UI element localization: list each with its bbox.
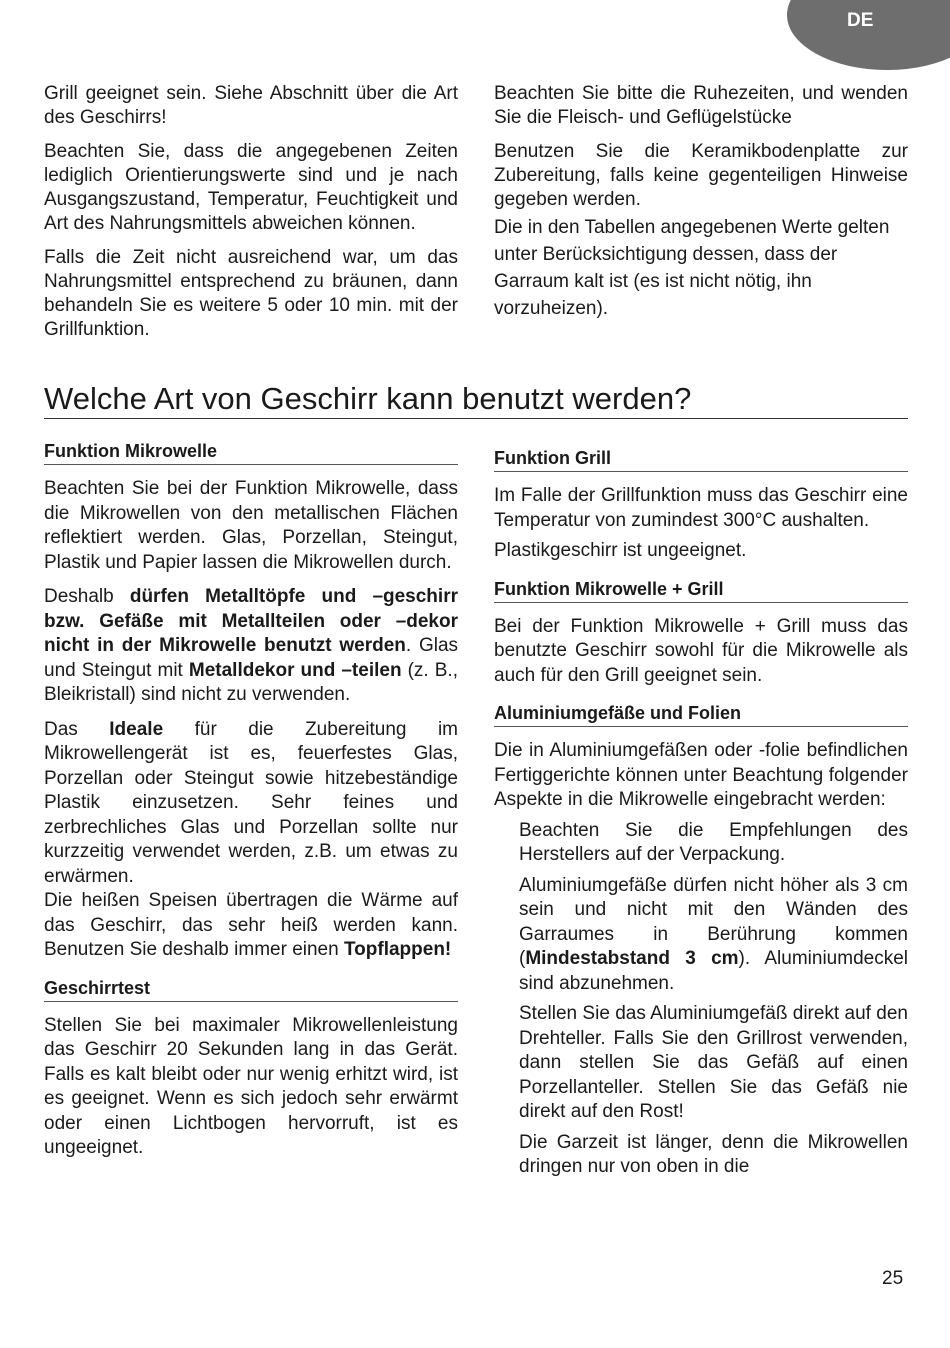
aluminium-list: [494, 819, 908, 1180]
paragraph: Plastikgeschirr ist ungeeignet.: [494, 540, 747, 561]
paragraph: Im Falle der Grillfunktion muss das Geschirr eine Temperatur von zumindest 300°C aushalten.: [494, 485, 908, 531]
heading-aluminium: Aluminiumgefäße und Folien: [494, 702, 908, 727]
language-label: DE: [847, 10, 874, 31]
paragraph: Bei der Funktion Mikrowelle + Grill muss das benutzte Geschirr sowohl für die Mikrowelle als auch für den Grill geeignet sein.: [494, 615, 908, 686]
list-item: Aluminiumgefäße dürfen nicht höher als 3 cm sein und nicht mit den Wänden des Garraumes in Berührung kommen (Mindestabstand 3 cm). Aluminiumdeckel sind abzunehmen.: [519, 874, 908, 994]
paragraph: Beachten Sie bei der Funktion Mikrowelle, dass die Mikrowellen von den metallischen Flächen reflektiert werden. Glas, Porzellan, Steingut, Plastik und Papier lassen die Mikrowellen durch.: [44, 478, 458, 573]
paragraph: Deshalb dürfen Metalltöpfe und –geschirr bzw. Gefäße mit Metallteilen oder –dekor nicht in der Mikrowelle benutzt werden. Glas und Steingut mit Metalldekor und –teilen (z. B., Bleikristall) sind nicht zu verwenden.: [44, 586, 459, 705]
paragraph: Die heißen Speisen übertragen die Wärme auf das Geschirr, das sehr heiß werden kann. Benutzen Sie deshalb immer einen Topflappen!: [44, 890, 458, 960]
heading-microwave-grill: Funktion Mikrowelle + Grill: [494, 578, 908, 603]
heading-microwave: Funktion Mikrowelle: [44, 440, 458, 465]
paragraph: Grill geeignet sein. Siehe Abschnitt über die Art des Geschirrs!: [44, 83, 458, 128]
language-tab: [787, 0, 950, 70]
section-title: Welche Art von Geschirr kann benutzt werden?: [44, 380, 908, 419]
heading-dish-test: Geschirrtest: [44, 977, 458, 1002]
paragraph: Beachten Sie, dass die angegebenen Zeiten lediglich Orientierungswerte sind und je nach Ausgangszustand, Temperatur, Feuchtigkeit und Art des Nahrungsmittels abweichen können.: [44, 141, 458, 234]
heading-grill: Funktion Grill: [494, 447, 908, 472]
paragraph: Beachten Sie bitte die Ruhezeiten, und wenden Sie die Fleisch- und Geflügelstücke: [494, 83, 908, 128]
top-right-column: [494, 82, 908, 332]
list-item: Die Garzeit ist länger, denn die Mikrowellen dringen nur von oben in die: [519, 1131, 908, 1177]
paragraph: Stellen Sie bei maximaler Mikrowellenleistung das Geschirr 20 Sekunden lang in das Gerät. Falls es kalt bleibt oder nur wenig erhitzt wird, ist es geeignet. Wenn es sich jedoch sehr erwärmt oder einen Lichtbogen hervorruft, ist es ungeeignet.: [44, 1014, 458, 1158]
paragraph: Die in Aluminiumgefäßen oder -folie befindlichen Fertiggerichte können unter Beachtung folgender Aspekte in die Mikrowelle eingebracht werden:: [494, 740, 908, 810]
paragraph: Benutzen Sie die Keramikbodenplatte zur Zubereitung, falls keine gegenteiligen Hinweise gegeben werden.: [494, 141, 908, 210]
left-bottom-column: [44, 440, 458, 1171]
list-item: Beachten Sie die Empfehlungen des Herstellers auf der Verpackung.: [519, 819, 908, 865]
paragraph: Das Ideale für die Zubereitung im Mikrowellengerät ist es, feuerfestes Glas, Porzellan oder Steingut sowie hitzebeständige Plastik einzusetzen. Sehr feines und zerbrechliches Glas und Porzellan sollte nur kurzzeitig verwendet werden, z.B. um etwas zu erwärmen.: [44, 718, 458, 887]
right-bottom-column: [494, 447, 908, 1186]
list-item: Stellen Sie das Aluminiumgefäß direkt auf den Drehteller. Falls Sie den Grillrost verwenden, dann stellen Sie das Gefäß auf einen Porzellanteller. Stellen Sie das Gefäß nie direkt auf den Rost!: [519, 1003, 908, 1122]
top-left-column: [44, 82, 458, 352]
page-number: 25: [882, 1268, 904, 1289]
paragraph: Falls die Zeit nicht ausreichend war, um das Nahrungsmittel entsprechend zu bräunen, dann behandeln Sie es weitere 5 oder 10 min. mit der Grillfunktion.: [44, 247, 458, 340]
paragraph: Die in den Tabellen angegebenen Werte gelten unter Berücksichtigung dessen, dass der Garraum kalt ist (es ist nicht nötig, ihn vorzuheizen).: [494, 217, 890, 319]
